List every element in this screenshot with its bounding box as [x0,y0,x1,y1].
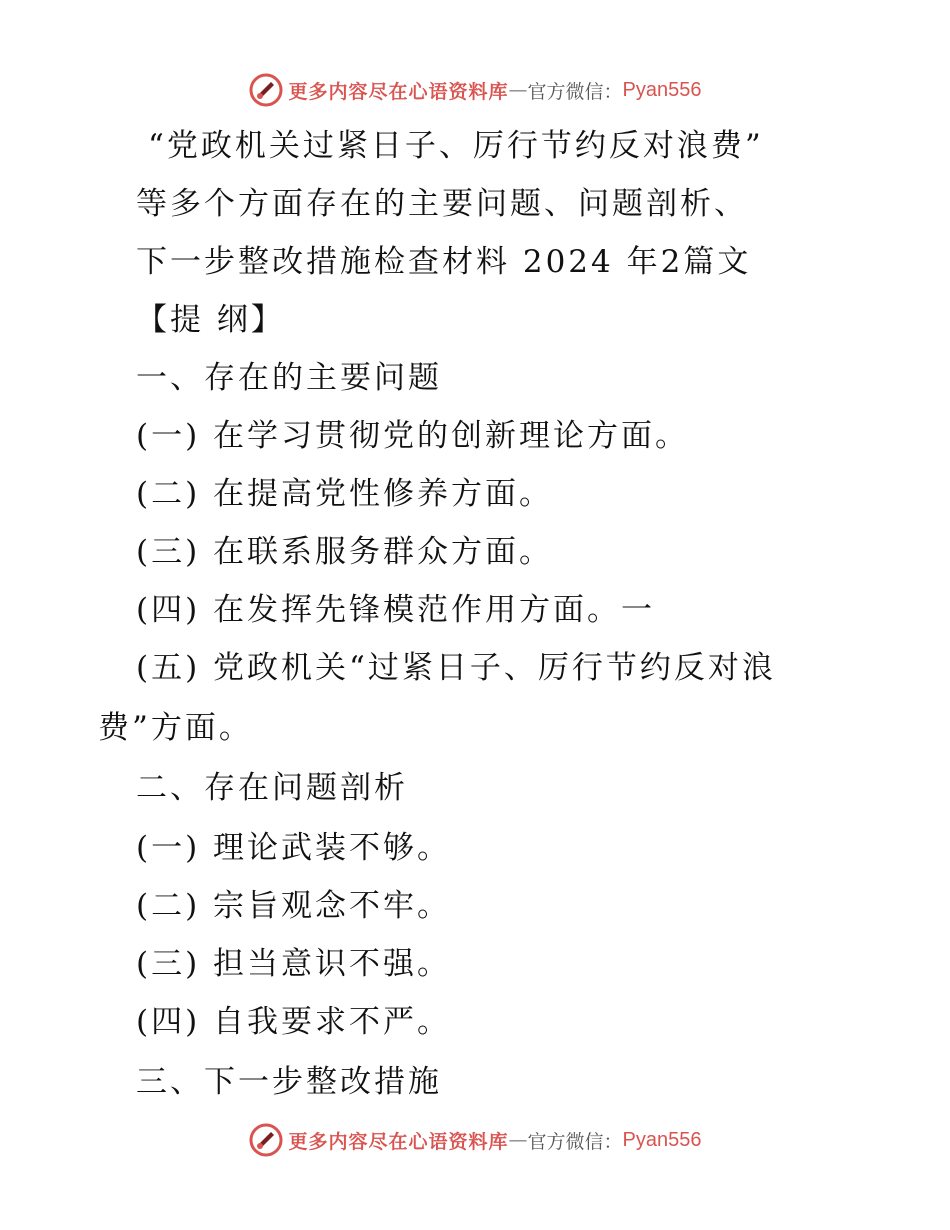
section-1-heading: 一、存在的主要问题 [136,360,442,396]
title-line-2: 等多个方面存在的主要问题、问题剖析、 [136,186,748,222]
section-3-heading: 三、下一步整改措施 [136,1064,442,1100]
banner-title: 更多内容尽在心语资料库 [288,80,509,103]
title-line-1: “党政机关过紧日子、厉行节约反对浪费” [148,128,764,164]
header-watermark-banner [0,70,950,110]
banner-wechat-id: Pyan556 [622,78,702,101]
section-2-item: (三) 担当意识不强。 [136,946,452,982]
title-line-3: 下一步整改措施检查材料 2024 年2篇文 [136,244,752,280]
footer-watermark-banner [0,1120,950,1160]
banner-title: 更多内容尽在心语资料库 [288,1130,509,1153]
section-1-item: (二) 在提高党性修养方面。 [136,476,554,512]
section-2-heading: 二、存在问题剖析 [136,770,408,806]
outline-heading: 【提 纲】 [136,302,285,338]
section-2-item: (一) 理论武装不够。 [136,830,452,866]
section-2-item: (二) 宗旨观念不牢。 [136,888,452,924]
section-1-item: (四) 在发挥先锋模范作用方面。一 [136,592,656,628]
brand-logo-icon [249,1123,283,1157]
banner-wechat-label: 官方微信： [527,1130,623,1153]
banner-wechat-id: Pyan556 [622,1128,702,1151]
section-1-item: (三) 在联系服务群众方面。 [136,534,554,570]
brand-logo-icon [249,73,283,107]
section-1-item: (一) 在学习贯彻党的创新理论方面。 [136,418,690,454]
section-1-item-continuation: 费”方面。 [98,710,253,746]
banner-dash: — [508,1129,528,1151]
section-2-item: (四) 自我要求不严。 [136,1004,452,1040]
banner-dash: — [508,79,528,101]
section-1-item: (五) 党政机关“过紧日子、厉行节约反对浪 [136,650,776,686]
banner-wechat-label: 官方微信： [527,80,623,103]
